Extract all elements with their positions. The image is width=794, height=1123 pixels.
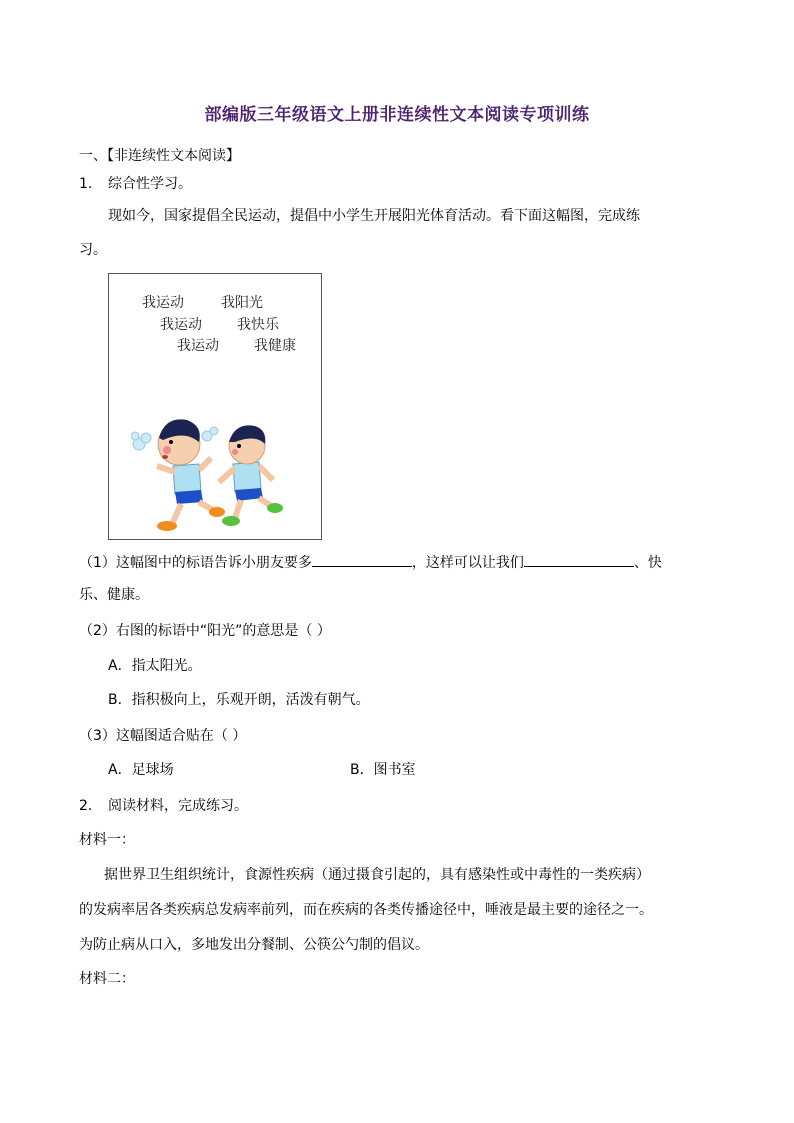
question-2-number: 2. <box>79 798 93 814</box>
slogan-row2-a: 我运动 <box>160 317 202 333</box>
material-1-label: 材料一： <box>79 832 135 848</box>
question-1-number: 1. <box>79 176 93 192</box>
sub1-text-part1: （1）这幅图中的标语告诉小朋友要多 <box>79 555 312 571</box>
slogan-row1-a: 我运动 <box>142 295 184 311</box>
question-1-intro-line2: 习。 <box>79 242 107 258</box>
sub-question-3-option-b[interactable]: B．图书室 <box>350 762 416 778</box>
answer-blank-1[interactable] <box>312 551 412 567</box>
page-title: 部编版三年级语文上册非连续性文本阅读专项训练 <box>204 105 590 125</box>
slogan-row3-a: 我运动 <box>177 338 219 354</box>
question-2-label: 阅读材料，完成练习。 <box>108 798 248 814</box>
slogan-row3-b: 我健康 <box>254 338 296 354</box>
material-2-label: 材料二： <box>79 971 135 987</box>
sub-question-3-stem: （3）这幅图适合贴在（ ） <box>79 728 247 744</box>
boy-right <box>219 425 283 526</box>
material-1-line3: 为防止病从口入，多地发出分餐制、公筷公勺制的倡议。 <box>79 937 429 953</box>
section-heading: 一、【非连续性文本阅读】 <box>79 148 240 164</box>
sub-question-3-option-a[interactable]: A．足球场 <box>108 762 174 778</box>
sub-question-2-option-b[interactable]: B．指积极向上，乐观开朗，活泼有朝气。 <box>108 692 370 708</box>
sub1-text-part2: ，这样可以让我们 <box>411 555 524 571</box>
answer-blank-2[interactable] <box>524 551 634 567</box>
sub-question-1 <box>79 551 662 573</box>
sub1-text-part3: 、快 <box>633 555 662 571</box>
slogan-row2-b: 我快乐 <box>237 317 279 333</box>
boy-left <box>157 419 225 531</box>
running-boys-illustration <box>131 394 301 534</box>
question-1-label: 综合性学习。 <box>108 176 192 192</box>
sub-question-2-stem: （2）右图的标语中“阳光”的意思是（ ） <box>79 623 331 639</box>
material-1-line1: 据世界卫生组织统计，食源性疾病（通过摄食引起的，具有感染性或中毒性的一类疾病） <box>104 867 650 883</box>
material-1-line2: 的发病率居各类疾病总发病率前列，而在疾病的各类传播途径中，唾液是最主要的途径之一。 <box>79 902 653 918</box>
sub-question-1-line2: 乐、健康。 <box>79 587 149 603</box>
question-1-intro-line1: 现如今，国家提倡全民运动，提倡中小学生开展阳光体育活动。看下面这幅图，完成练 <box>108 208 640 224</box>
sub-question-2-option-a[interactable]: A．指太阳光。 <box>108 658 202 674</box>
sports-poster-figure <box>108 273 322 540</box>
slogan-row1-b: 我阳光 <box>221 295 263 311</box>
